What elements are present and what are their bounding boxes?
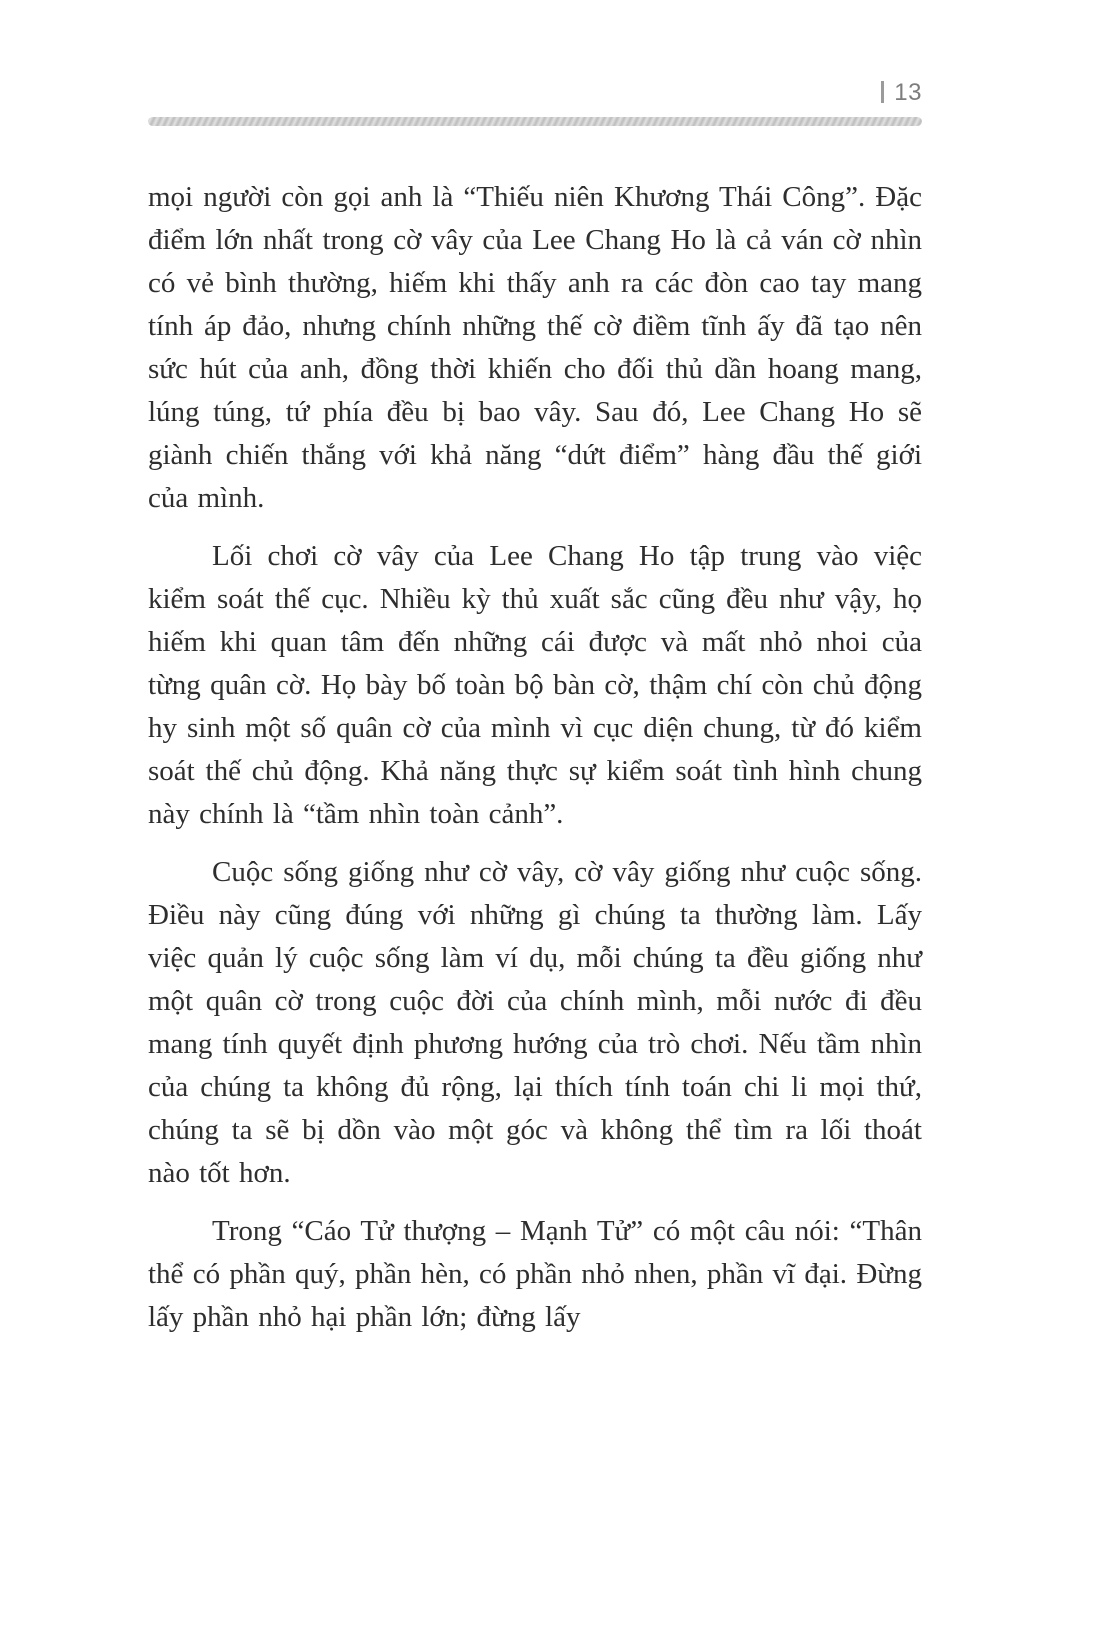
paragraph: Trong “Cáo Tử thượng – Mạnh Tử” có một câu nói: “Thân thể có phần quý, phần hèn, có phần nhỏ nhen, phần vĩ đại. Đừng lấy phần nhỏ hại phần lớn; đừng lấy	[148, 1215, 922, 1333]
decorative-rope-divider	[148, 117, 922, 126]
page-number: 13	[894, 79, 922, 106]
page-body	[148, 176, 922, 1339]
paragraph: Lối chơi cờ vây của Lee Chang Ho tập trung vào việc kiểm soát thế cục. Nhiều kỳ thủ xuất sắc cũng đều như vậy, họ hiếm khi quan tâm đến những cái được và mất nhỏ nhoi của từng quân cờ. Họ bày bố toàn bộ bàn cờ, thậm chí còn chủ động hy sinh một số quân cờ của mình vì cục diện chung, từ đó kiểm soát thế chủ động. Khả năng thực sự kiểm soát tình hình chung này chính là “tầm nhìn toàn cảnh”.	[148, 540, 922, 830]
page-header	[148, 0, 922, 107]
page-number-separator	[881, 81, 884, 103]
paragraph: Cuộc sống giống như cờ vây, cờ vây giống như cuộc sống. Điều này cũng đúng với những gì chúng ta thường làm. Lấy việc quản lý cuộc sống làm ví dụ, mỗi chúng ta đều giống như một quân cờ trong cuộc đời của chính mình, mỗi nước đi đều mang tính quyết định phương hướng của trò chơi. Nếu tầm nhìn của chúng ta không đủ rộng, lại thích tính toán chi li mọi thứ, chúng ta sẽ bị dồn vào một góc và không thể tìm ra lối thoát nào tốt hơn.	[148, 856, 922, 1189]
paragraph: mọi người còn gọi anh là “Thiếu niên Khương Thái Công”. Đặc điểm lớn nhất trong cờ vây của Lee Chang Ho là cả ván cờ nhìn có vẻ bình thường, hiếm khi thấy anh ra các đòn cao tay mang tính áp đảo, nhưng chính những thế cờ điềm tĩnh ấy đã tạo nên sức hút của anh, đồng thời khiến cho đối thủ dần hoang mang, lúng túng, tứ phía đều bị bao vây. Sau đó, Lee Chang Ho sẽ giành chiến thắng với khả năng “dứt điểm” hàng đầu thế giới của mình.	[148, 181, 922, 514]
